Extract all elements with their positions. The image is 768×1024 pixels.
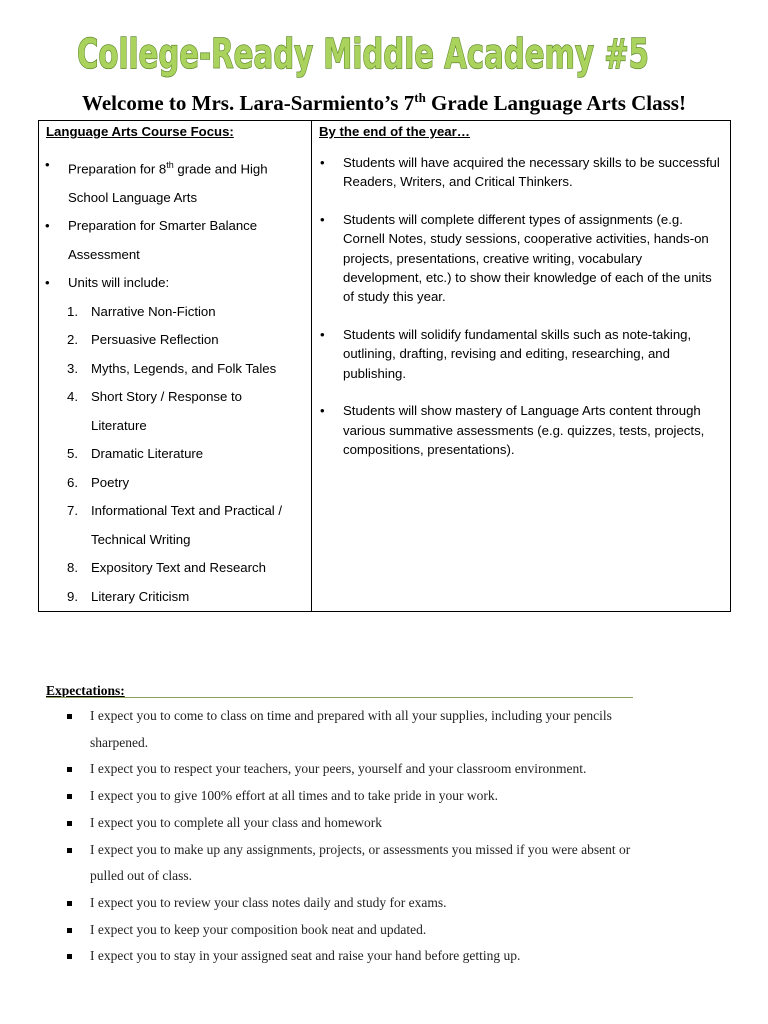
expectation-item — [64, 943, 724, 970]
expectation-item — [64, 756, 724, 783]
goal-text: Students will show mastery of Language Arts content through various summative assessments (e.g. quizzes, tests, projects, compositions, presentations). — [343, 403, 705, 458]
bullet-icon: • — [45, 218, 50, 234]
expectation-item — [64, 783, 724, 810]
list-item — [312, 210, 730, 306]
unit-number: 2. — [67, 332, 78, 348]
unit-label: Literature — [91, 417, 147, 433]
unit-label: Dramatic Literature — [91, 446, 204, 462]
unit-item — [39, 355, 311, 384]
goal-text: Students will complete different types of assignments (e.g. Cornell Notes, study sessions, cooperative activities, hands-on projects, presentations, creative writing, vocabulary development, etc.) to show their knowledge of each of the units of study this year. — [343, 212, 712, 305]
expectation-item — [64, 917, 724, 944]
square-bullet-icon — [67, 848, 72, 853]
unit-label: Myths, Legends, and Folk Tales — [91, 360, 277, 376]
square-bullet-icon — [67, 821, 72, 826]
unit-label: Persuasive Reflection — [91, 332, 219, 348]
units-list — [39, 298, 311, 612]
unit-item — [39, 469, 311, 498]
bullet-icon: • — [320, 327, 325, 343]
unit-item — [39, 554, 311, 583]
expectation-text: pulled out of class. — [90, 868, 192, 884]
expectation-text: I expect you to stay in your assigned seat and raise your hand before getting up. — [90, 948, 521, 964]
unit-label: Informational Text and Practical / — [91, 503, 283, 519]
expectations-list — [64, 703, 724, 970]
unit-item — [39, 298, 311, 327]
unit-number: 3. — [67, 360, 78, 376]
year-end-list — [312, 153, 730, 459]
year-end-heading: By the end of the year… — [319, 124, 470, 139]
expectation-text: I expect you to review your class notes daily and study for exams. — [90, 894, 447, 910]
square-bullet-icon — [67, 954, 72, 959]
unit-item — [39, 497, 311, 554]
unit-number: 9. — [67, 588, 78, 604]
unit-number: 4. — [67, 389, 78, 405]
expectation-text: I expect you to come to class on time and prepared with all your supplies, including your pencils — [90, 708, 612, 723]
unit-number: 6. — [67, 474, 78, 490]
unit-number: 7. — [67, 503, 78, 519]
list-item: • Preparation for 8th grade and High School Language Arts — [39, 151, 311, 212]
bullet-icon: • — [320, 155, 325, 170]
course-focus-heading: Language Arts Course Focus: — [46, 124, 234, 139]
expectations-heading: Expectations: — [46, 683, 125, 698]
goal-text: Students will solidify fundamental skills such as note-taking, outlining, drafting, revising and editing, researching, and publishing. — [343, 327, 692, 381]
school-name-logo — [74, 22, 714, 86]
unit-number: 1. — [67, 303, 78, 319]
unit-number: 5. — [67, 446, 78, 462]
course-info-table — [38, 120, 731, 612]
unit-item — [39, 326, 311, 355]
square-bullet-icon — [67, 901, 72, 906]
bullet-icon: • — [45, 157, 50, 172]
expectation-text: I expect you to give 100% effort at all times and to take pride in your work. — [90, 788, 499, 804]
unit-item — [39, 583, 311, 612]
list-item: • Units will include: — [39, 269, 311, 298]
bullet-icon: • — [320, 403, 325, 419]
list-item — [312, 325, 730, 383]
square-bullet-icon — [67, 714, 72, 719]
welcome-heading: Welcome to Mrs. Lara-Sarmiento’s 7th Grade Language Arts Class! — [82, 90, 686, 115]
square-bullet-icon — [67, 794, 72, 799]
expectation-text: sharpened. — [90, 734, 149, 750]
goal-text: Students will have acquired the necessary skills to be successful Readers, Writers, and Critical Thinkers. — [343, 155, 720, 190]
expectation-item — [64, 703, 724, 756]
expectation-item — [64, 890, 724, 917]
list-item — [312, 153, 730, 192]
square-bullet-icon — [67, 928, 72, 933]
course-focus-column — [39, 121, 312, 612]
course-focus-list — [39, 151, 311, 298]
bullet-icon: • — [45, 275, 50, 291]
expectation-text: I expect you to complete all your class and homework — [90, 814, 383, 830]
unit-label: Expository Text and Research — [91, 560, 266, 576]
expectation-item — [64, 837, 724, 890]
unit-item — [39, 440, 311, 469]
expectation-text: I expect you to keep your composition book neat and updated. — [90, 921, 427, 937]
expectation-item — [64, 810, 724, 837]
unit-label: Short Story / Response to — [91, 389, 242, 405]
list-item — [312, 401, 730, 459]
list-item: • Preparation for Smarter Balance Assessment — [39, 212, 311, 269]
unit-label: Narrative Non-Fiction — [91, 303, 216, 319]
square-bullet-icon — [67, 767, 72, 772]
year-end-column — [312, 121, 731, 612]
expectation-text: I expect you to respect your teachers, your peers, yourself and your classroom environment. — [90, 761, 587, 777]
unit-label: Literary Criticism — [91, 588, 190, 604]
unit-label: Technical Writing — [91, 531, 191, 547]
expectation-text: I expect you to make up any assignments, projects, or assessments you missed if you were absent or — [90, 841, 631, 857]
bullet-icon: • — [320, 212, 325, 228]
unit-item — [39, 383, 311, 440]
unit-number: 8. — [67, 560, 78, 576]
school-name: College-Ready Middle Academy #5 — [77, 30, 649, 78]
divider — [46, 697, 633, 698]
unit-label: Poetry — [91, 474, 130, 490]
